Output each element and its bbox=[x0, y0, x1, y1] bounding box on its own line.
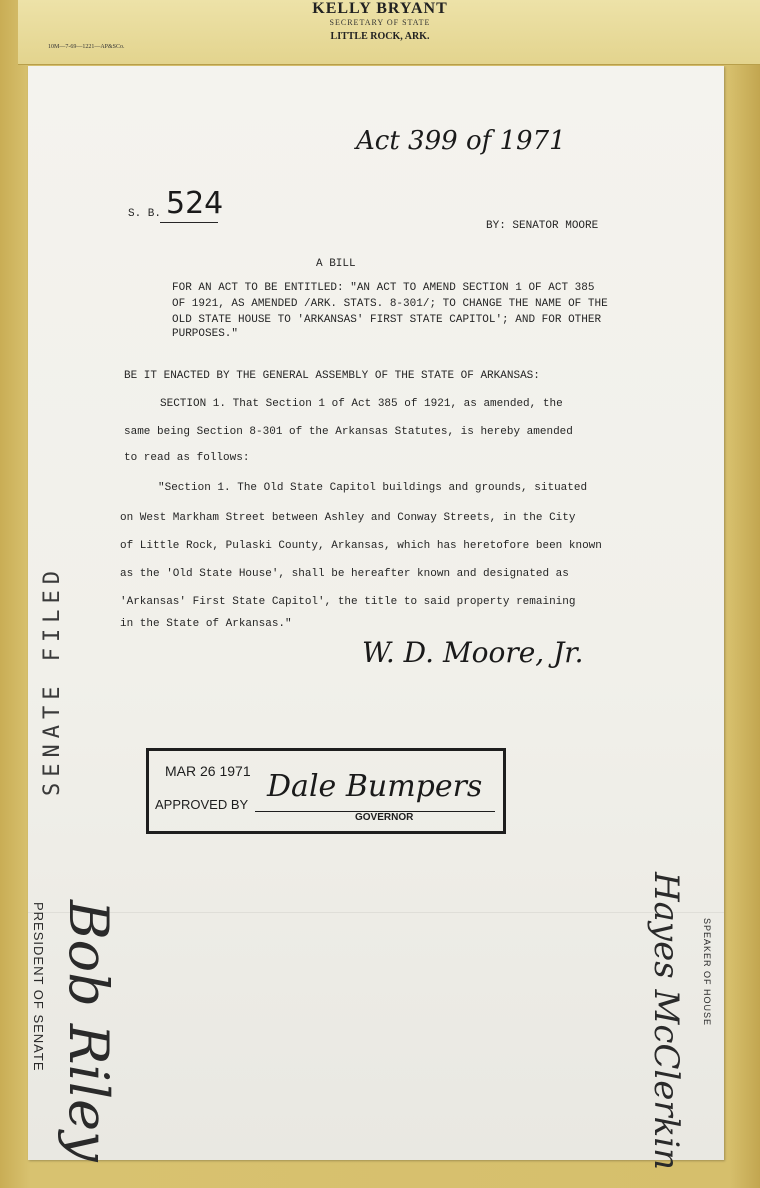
sb-label: S. B. bbox=[128, 208, 162, 220]
governor-signature: Dale Bumpers bbox=[267, 769, 483, 804]
document-page bbox=[28, 66, 724, 1160]
section-line: to read as follows: bbox=[124, 452, 250, 464]
speaker-signature: Hayes McClerkin bbox=[646, 872, 686, 1170]
president-signature: Bob Riley bbox=[57, 900, 120, 1162]
quoted-line: in the State of Arkansas." bbox=[120, 618, 292, 630]
enacting-clause: BE IT ENACTED BY THE GENERAL ASSEMBLY OF THE STATE OF ARKANSAS: bbox=[124, 370, 540, 382]
quoted-line: "Section 1. The Old State Capitol buildings and grounds, situated bbox=[158, 482, 588, 494]
president-of-senate-label: PRESIDENT OF SENATE bbox=[31, 902, 46, 1072]
senate-filed-stamp: SENATE FILED bbox=[40, 565, 65, 796]
approval-stamp bbox=[146, 748, 506, 834]
section-line: same being Section 8-301 of the Arkansas Statutes, is hereby amended bbox=[124, 426, 573, 438]
quoted-line: 'Arkansas' First State Capitol', the title to said property remaining bbox=[120, 596, 576, 608]
letterhead-office: SECRETARY OF STATE bbox=[329, 18, 431, 27]
title-line: PURPOSES." bbox=[172, 328, 239, 340]
title-line: OF 1921, AS AMENDED /ARK. STATS. 8-301/; TO CHANGE THE NAME OF THE bbox=[172, 298, 608, 310]
sb-underline bbox=[160, 222, 218, 223]
sb-number: 524 bbox=[166, 186, 224, 221]
quoted-line: of Little Rock, Pulaski County, Arkansas, which has heretofore been known bbox=[120, 540, 602, 552]
page-fold-line bbox=[28, 912, 724, 913]
letterhead-form-code: 10M—7-69—1221—AP&SCo. bbox=[48, 44, 125, 50]
letterhead-name: KELLY BRYANT bbox=[312, 0, 448, 17]
quoted-line: on West Markham Street between Ashley and Conway Streets, in the City bbox=[120, 512, 576, 524]
sponsor-signature: W. D. Moore, Jr. bbox=[362, 636, 584, 669]
section-line: SECTION 1. That Section 1 of Act 385 of 1921, as amended, the bbox=[160, 398, 563, 410]
title-line: OLD STATE HOUSE TO 'ARKANSAS' FIRST STATE CAPITOL'; AND FOR OTHER bbox=[172, 314, 602, 326]
approval-date: MAR 26 1971 bbox=[165, 763, 251, 779]
title-line: FOR AN ACT TO BE ENTITLED: "AN ACT TO AMEND SECTION 1 OF ACT 385 bbox=[172, 282, 595, 294]
act-number: Act 399 of 1971 bbox=[356, 126, 566, 156]
sponsor: BY: SENATOR MOORE bbox=[486, 220, 599, 232]
speaker-label: SPEAKER OF HOUSE bbox=[702, 918, 712, 1027]
approved-by-label: APPROVED BY bbox=[155, 797, 249, 812]
governor-label: GOVERNOR bbox=[355, 812, 414, 823]
bill-heading: A BILL bbox=[316, 258, 356, 270]
quoted-line: as the 'Old State House', shall be hereafter known and designated as bbox=[120, 568, 569, 580]
letterhead-city: LITTLE ROCK, ARK. bbox=[330, 31, 430, 42]
